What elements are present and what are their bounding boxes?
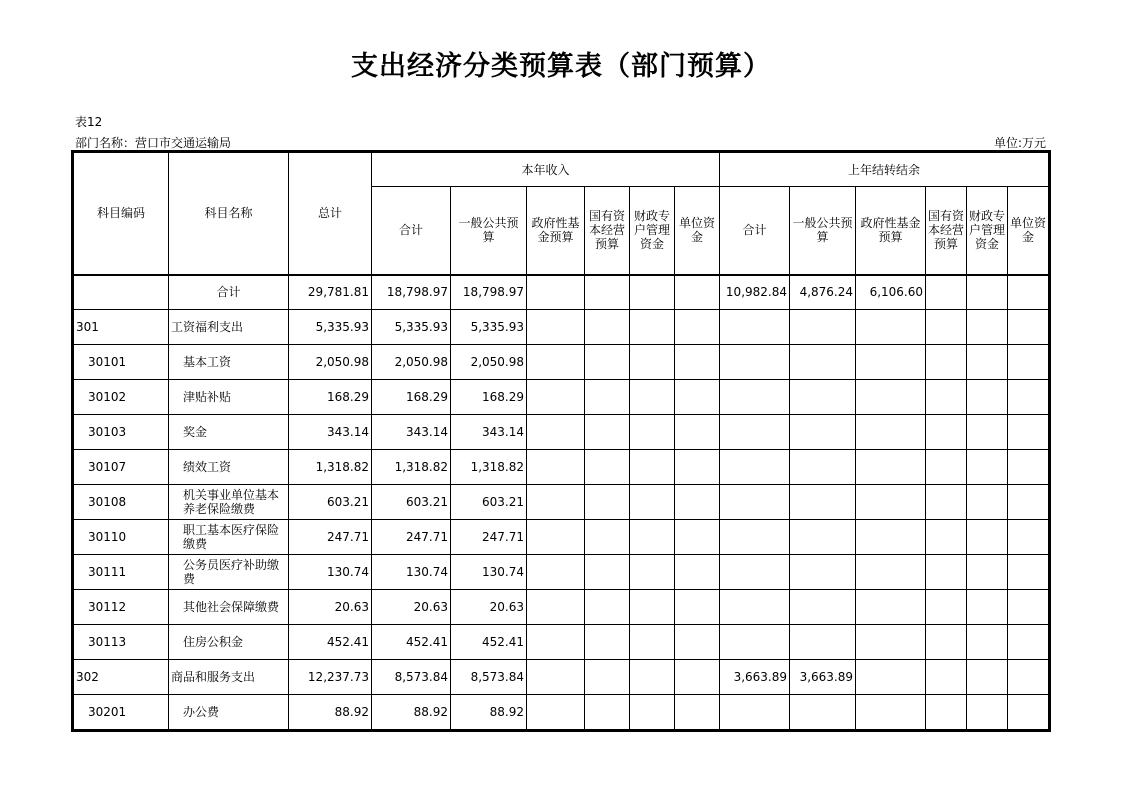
cell-empty [675, 555, 720, 590]
cell-empty [1008, 695, 1049, 730]
cell-total: 130.74 [289, 555, 372, 590]
cell-empty [926, 660, 967, 695]
table-row [74, 310, 1049, 345]
cell-empty [527, 345, 585, 380]
cell-co-general [790, 415, 856, 450]
cell-empty [926, 415, 967, 450]
cell-empty [1008, 555, 1049, 590]
cell-ci-general: 343.14 [451, 415, 527, 450]
budget-table [73, 152, 1049, 730]
table-row [74, 520, 1049, 555]
cell-empty [926, 345, 967, 380]
cell-code: 30107 [74, 450, 169, 485]
cell-empty [1008, 345, 1049, 380]
cell-co-gov-fund: 6,106.60 [856, 275, 926, 310]
cell-ci-sum: 2,050.98 [372, 345, 451, 380]
cell-empty [1008, 625, 1049, 660]
cell-empty [675, 275, 720, 310]
header-total: 总计 [289, 153, 372, 275]
cell-co-sum [720, 625, 790, 660]
cell-co-gov-fund [856, 695, 926, 730]
cell-empty [1008, 310, 1049, 345]
header-ci-general: 一般公共预算 [451, 187, 527, 275]
header-ci-sum: 合计 [372, 187, 451, 275]
cell-empty [630, 520, 675, 555]
cell-co-general: 4,876.24 [790, 275, 856, 310]
header-current-income: 本年收入 [372, 153, 720, 187]
cell-ci-general: 603.21 [451, 485, 527, 520]
cell-name: 住房公积金 [169, 625, 289, 660]
cell-code [74, 275, 169, 310]
cell-name: 商品和服务支出 [169, 660, 289, 695]
cell-co-gov-fund [856, 625, 926, 660]
cell-co-general [790, 520, 856, 555]
cell-co-sum: 10,982.84 [720, 275, 790, 310]
cell-empty [926, 555, 967, 590]
table-row [74, 695, 1049, 730]
cell-ci-general: 8,573.84 [451, 660, 527, 695]
cell-co-general [790, 310, 856, 345]
cell-empty [527, 555, 585, 590]
cell-empty [527, 660, 585, 695]
cell-empty [1008, 590, 1049, 625]
cell-empty [967, 310, 1008, 345]
cell-empty [630, 555, 675, 590]
cell-empty [585, 625, 630, 660]
cell-co-sum [720, 310, 790, 345]
cell-co-sum [720, 520, 790, 555]
cell-ci-sum: 88.92 [372, 695, 451, 730]
cell-co-general [790, 485, 856, 520]
cell-empty [926, 380, 967, 415]
cell-co-gov-fund [856, 415, 926, 450]
cell-empty [527, 310, 585, 345]
cell-ci-general: 2,050.98 [451, 345, 527, 380]
cell-co-gov-fund [856, 450, 926, 485]
cell-total: 1,318.82 [289, 450, 372, 485]
cell-total: 5,335.93 [289, 310, 372, 345]
cell-code: 30103 [74, 415, 169, 450]
cell-name: 工资福利支出 [169, 310, 289, 345]
cell-empty [675, 380, 720, 415]
header-ci-fiscal-special: 财政专户管理资金 [630, 187, 675, 275]
cell-empty [967, 415, 1008, 450]
header-co-general: 一般公共预算 [790, 187, 856, 275]
header-co-fiscal-special: 财政专户管理资金 [967, 187, 1008, 275]
table-row [74, 450, 1049, 485]
cell-code: 30113 [74, 625, 169, 660]
cell-total: 168.29 [289, 380, 372, 415]
header-ci-unit-fund: 单位资金 [675, 187, 720, 275]
cell-empty [967, 450, 1008, 485]
cell-empty [926, 485, 967, 520]
cell-empty [630, 275, 675, 310]
cell-empty [527, 520, 585, 555]
cell-co-general [790, 450, 856, 485]
header-code: 科目编码 [74, 153, 169, 275]
cell-empty [1008, 660, 1049, 695]
cell-empty [967, 345, 1008, 380]
cell-empty [1008, 380, 1049, 415]
cell-code: 302 [74, 660, 169, 695]
cell-co-gov-fund [856, 345, 926, 380]
cell-empty [1008, 450, 1049, 485]
cell-total: 247.71 [289, 520, 372, 555]
cell-co-sum [720, 380, 790, 415]
cell-empty [630, 660, 675, 695]
cell-ci-sum: 247.71 [372, 520, 451, 555]
cell-co-sum [720, 590, 790, 625]
cell-empty [630, 450, 675, 485]
cell-ci-general: 5,335.93 [451, 310, 527, 345]
cell-total: 2,050.98 [289, 345, 372, 380]
cell-empty [967, 625, 1008, 660]
cell-empty [527, 450, 585, 485]
table-row [74, 485, 1049, 520]
cell-ci-sum: 343.14 [372, 415, 451, 450]
cell-empty [675, 450, 720, 485]
cell-co-general [790, 555, 856, 590]
cell-empty [967, 590, 1008, 625]
cell-empty [1008, 485, 1049, 520]
cell-ci-sum: 168.29 [372, 380, 451, 415]
cell-total: 88.92 [289, 695, 372, 730]
cell-empty [967, 555, 1008, 590]
cell-ci-sum: 8,573.84 [372, 660, 451, 695]
cell-name: 办公费 [169, 695, 289, 730]
cell-ci-sum: 20.63 [372, 590, 451, 625]
cell-empty [967, 695, 1008, 730]
cell-ci-sum: 130.74 [372, 555, 451, 590]
cell-empty [675, 345, 720, 380]
cell-empty [527, 275, 585, 310]
cell-empty [630, 345, 675, 380]
cell-empty [585, 345, 630, 380]
cell-total: 20.63 [289, 590, 372, 625]
cell-empty [630, 415, 675, 450]
cell-empty [585, 275, 630, 310]
cell-code: 30102 [74, 380, 169, 415]
cell-empty [585, 415, 630, 450]
cell-code: 30110 [74, 520, 169, 555]
cell-empty [926, 590, 967, 625]
cell-empty [675, 415, 720, 450]
table-row [74, 555, 1049, 590]
cell-co-gov-fund [856, 520, 926, 555]
cell-co-gov-fund [856, 310, 926, 345]
table-row [74, 625, 1049, 660]
cell-empty [585, 555, 630, 590]
cell-ci-general: 1,318.82 [451, 450, 527, 485]
header-co-sum: 合计 [720, 187, 790, 275]
cell-empty [675, 625, 720, 660]
cell-name: 职工基本医疗保险缴费 [169, 520, 289, 555]
cell-co-gov-fund [856, 555, 926, 590]
cell-co-sum [720, 345, 790, 380]
cell-empty [926, 625, 967, 660]
cell-co-general [790, 380, 856, 415]
cell-empty [675, 520, 720, 555]
cell-empty [926, 310, 967, 345]
cell-empty [527, 625, 585, 660]
table-row [74, 345, 1049, 380]
cell-ci-sum: 603.21 [372, 485, 451, 520]
cell-code: 30201 [74, 695, 169, 730]
cell-co-gov-fund [856, 660, 926, 695]
cell-empty [527, 380, 585, 415]
table-row [74, 415, 1049, 450]
table-row [74, 590, 1049, 625]
cell-empty [967, 380, 1008, 415]
cell-empty [585, 695, 630, 730]
cell-empty [926, 695, 967, 730]
cell-empty [1008, 520, 1049, 555]
cell-code: 30112 [74, 590, 169, 625]
cell-co-sum [720, 415, 790, 450]
cell-empty [630, 380, 675, 415]
cell-empty [585, 310, 630, 345]
cell-empty [527, 415, 585, 450]
unit-label: 单位:万元 [993, 136, 1046, 150]
cell-name: 其他社会保障缴费 [169, 590, 289, 625]
cell-empty [585, 485, 630, 520]
cell-ci-general: 18,798.97 [451, 275, 527, 310]
cell-empty [585, 590, 630, 625]
cell-total: 12,237.73 [289, 660, 372, 695]
cell-empty [967, 485, 1008, 520]
header-ci-gov-fund: 政府性基金预算 [527, 187, 585, 275]
cell-ci-sum: 1,318.82 [372, 450, 451, 485]
cell-co-sum [720, 485, 790, 520]
cell-total: 452.41 [289, 625, 372, 660]
table-row [74, 380, 1049, 415]
cell-ci-general: 168.29 [451, 380, 527, 415]
cell-co-gov-fund [856, 590, 926, 625]
cell-empty [585, 380, 630, 415]
cell-ci-sum: 5,335.93 [372, 310, 451, 345]
cell-name: 基本工资 [169, 345, 289, 380]
cell-name: 奖金 [169, 415, 289, 450]
cell-empty [675, 310, 720, 345]
cell-empty [630, 310, 675, 345]
header-carryover: 上年结转结余 [720, 153, 1049, 187]
cell-co-general [790, 345, 856, 380]
cell-empty [527, 590, 585, 625]
table-row [74, 660, 1049, 695]
cell-ci-general: 88.92 [451, 695, 527, 730]
cell-co-gov-fund [856, 485, 926, 520]
cell-name: 津贴补贴 [169, 380, 289, 415]
cell-empty [527, 695, 585, 730]
cell-code: 30111 [74, 555, 169, 590]
cell-empty [675, 660, 720, 695]
cell-name: 公务员医疗补助缴费 [169, 555, 289, 590]
cell-empty [1008, 275, 1049, 310]
cell-empty [585, 660, 630, 695]
cell-empty [585, 520, 630, 555]
header-co-unit-fund: 单位资金 [1008, 187, 1049, 275]
cell-empty [675, 695, 720, 730]
cell-code: 301 [74, 310, 169, 345]
cell-empty [967, 520, 1008, 555]
cell-ci-sum: 18,798.97 [372, 275, 451, 310]
cell-empty [630, 625, 675, 660]
header-co-state-capital: 国有资本经营预算 [926, 187, 967, 275]
table-row [74, 275, 1049, 310]
table-number: 表12 [75, 115, 103, 129]
cell-co-gov-fund [856, 380, 926, 415]
cell-empty [585, 450, 630, 485]
cell-ci-general: 130.74 [451, 555, 527, 590]
cell-ci-general: 247.71 [451, 520, 527, 555]
page-title: 支出经济分类预算表（部门预算） [351, 51, 771, 82]
cell-co-sum [720, 450, 790, 485]
header-name: 科目名称 [169, 153, 289, 275]
cell-empty [675, 485, 720, 520]
department-name: 部门名称：营口市交通运输局 [75, 136, 232, 150]
header-co-gov-fund: 政府性基金预算 [856, 187, 926, 275]
cell-empty [630, 695, 675, 730]
cell-ci-general: 452.41 [451, 625, 527, 660]
cell-co-sum [720, 555, 790, 590]
cell-name: 机关事业单位基本养老保险缴费 [169, 485, 289, 520]
cell-ci-sum: 452.41 [372, 625, 451, 660]
cell-total: 603.21 [289, 485, 372, 520]
cell-name: 绩效工资 [169, 450, 289, 485]
cell-co-general [790, 695, 856, 730]
cell-code: 30101 [74, 345, 169, 380]
cell-total: 343.14 [289, 415, 372, 450]
cell-empty [1008, 415, 1049, 450]
cell-co-general: 3,663.89 [790, 660, 856, 695]
cell-empty [926, 520, 967, 555]
cell-empty [675, 590, 720, 625]
cell-co-general [790, 625, 856, 660]
cell-name: 合计 [169, 275, 289, 310]
cell-empty [926, 450, 967, 485]
cell-co-sum [720, 695, 790, 730]
cell-empty [967, 275, 1008, 310]
cell-total: 29,781.81 [289, 275, 372, 310]
header-ci-state-capital: 国有资本经营预算 [585, 187, 630, 275]
cell-empty [527, 485, 585, 520]
cell-co-general [790, 590, 856, 625]
cell-empty [967, 660, 1008, 695]
cell-code: 30108 [74, 485, 169, 520]
cell-empty [630, 590, 675, 625]
cell-ci-general: 20.63 [451, 590, 527, 625]
cell-empty [630, 485, 675, 520]
cell-empty [926, 275, 967, 310]
cell-co-sum: 3,663.89 [720, 660, 790, 695]
